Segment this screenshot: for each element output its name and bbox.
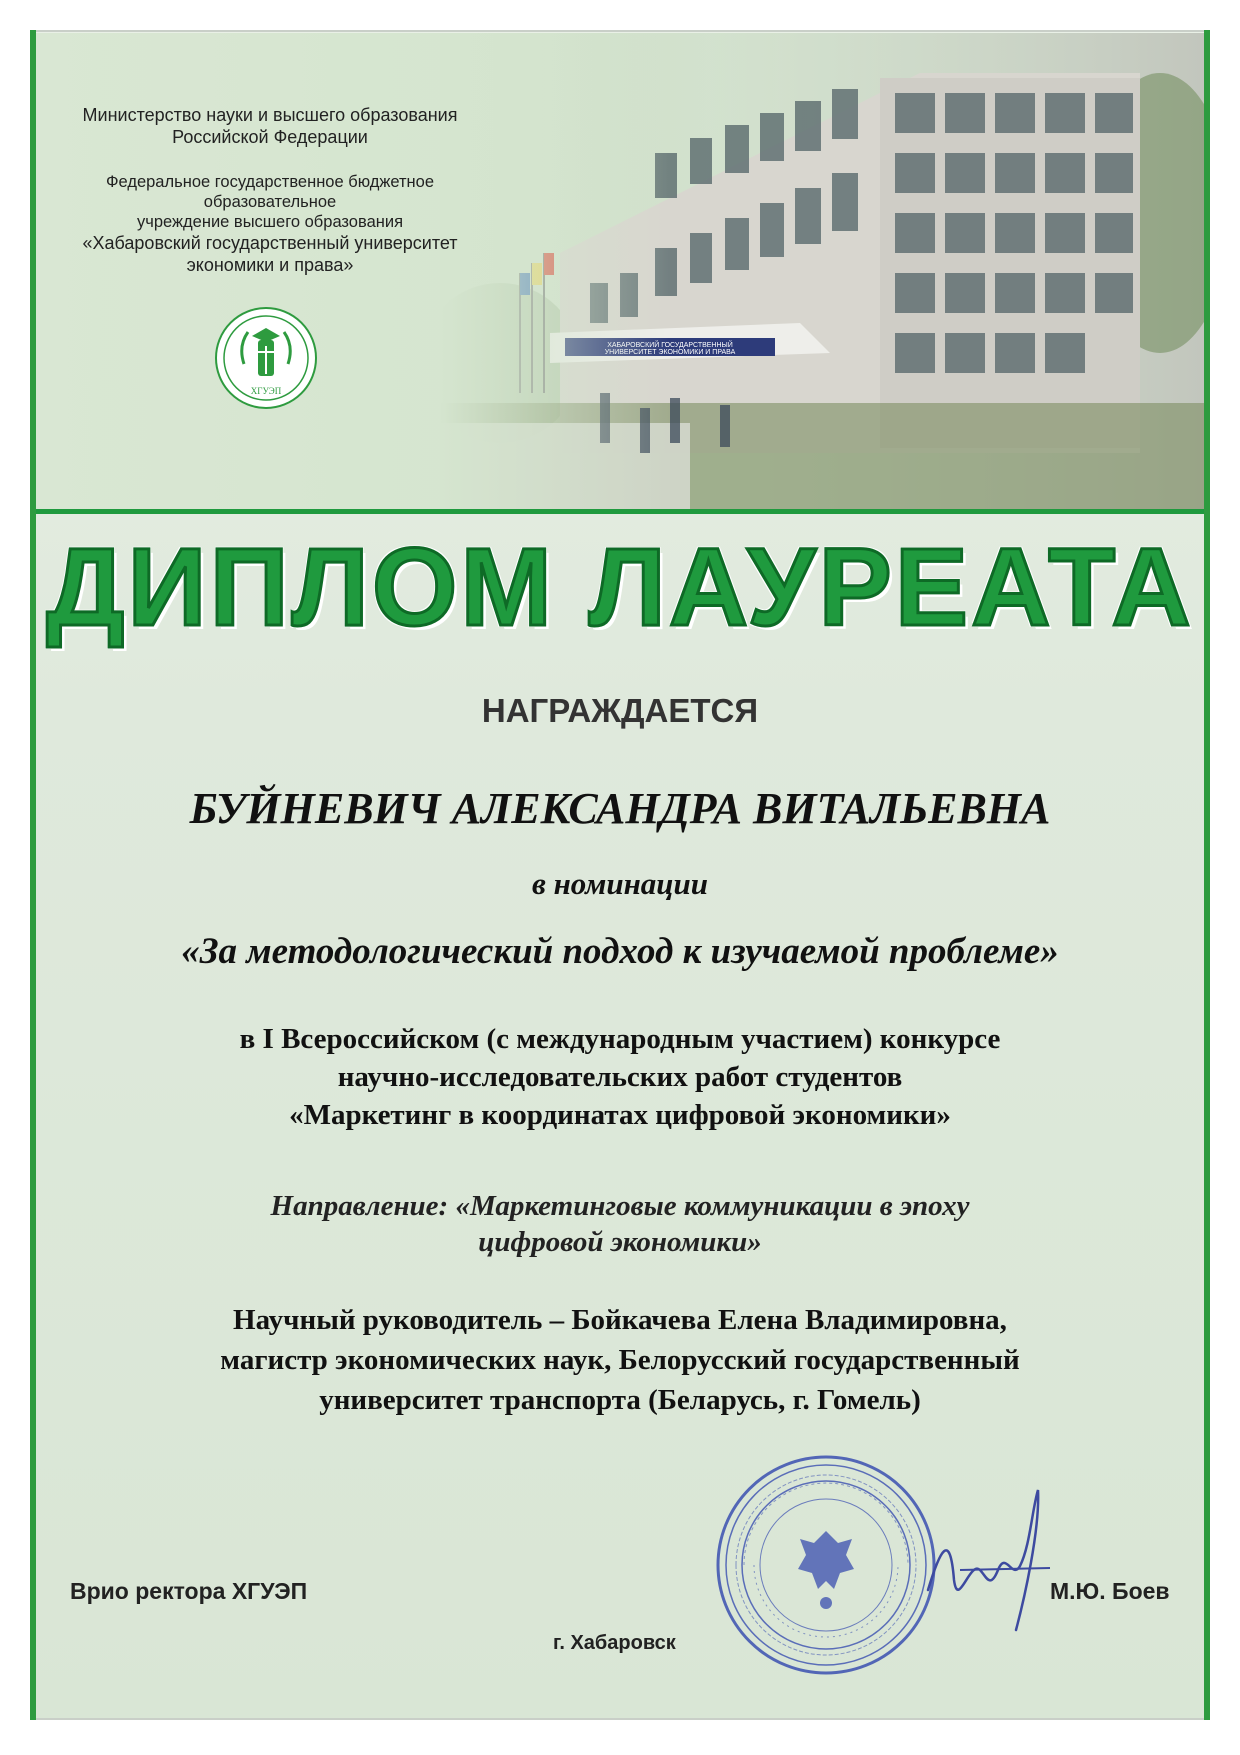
supervisor-line1: Научный руководитель – Бойкачева Елена Владимировна, bbox=[233, 1304, 1007, 1336]
institution-line3: «Хабаровский государственный университет bbox=[82, 233, 458, 253]
city: г. Хабаровск bbox=[553, 1632, 676, 1654]
direction-block bbox=[0, 1188, 1240, 1260]
ministry-line2: Российской Федерации bbox=[172, 127, 368, 147]
ministry-block bbox=[60, 104, 480, 148]
institution-block bbox=[60, 172, 480, 276]
official-stamp-icon bbox=[714, 1453, 938, 1677]
recipient-name: БУЙНЕВИЧ АЛЕКСАНДРА ВИТАЛЬЕВНА bbox=[189, 784, 1051, 833]
contest-line1: в I Всероссийском (с международным участием) конкурсе bbox=[239, 1023, 1001, 1055]
logo-text: ХГУЭП bbox=[250, 386, 282, 396]
signature-icon bbox=[920, 1470, 1060, 1640]
header-divider bbox=[36, 509, 1204, 514]
supervisor-line3: университет транспорта (Беларусь, г. Гомель) bbox=[319, 1384, 921, 1416]
awarded-heading: НАГРАЖДАЕТСЯ bbox=[481, 692, 759, 729]
direction-line2: цифровой экономики» bbox=[478, 1226, 762, 1258]
institution-line2: учреждение высшего образования bbox=[136, 213, 404, 231]
direction-line1: Направление: «Маркетинговые коммуникации в эпоху bbox=[270, 1190, 970, 1222]
supervisor-line2: магистр экономических наук, Белорусский государственный bbox=[220, 1344, 1020, 1376]
contest-block bbox=[0, 1020, 1240, 1134]
contest-line3: «Маркетинг в координатах цифровой экономики» bbox=[289, 1099, 951, 1131]
contest-line2: научно-исследовательских работ студентов bbox=[337, 1061, 903, 1093]
supervisor-block bbox=[0, 1300, 1240, 1420]
ministry-line1: Министерство науки и высшего образования bbox=[82, 105, 458, 125]
signer-name: М.Ю. Боев bbox=[1050, 1578, 1170, 1604]
nomination-intro: в номинации bbox=[531, 866, 709, 901]
university-building-photo bbox=[440, 33, 1204, 509]
university-logo-icon bbox=[214, 306, 318, 410]
diploma-title: ДИПЛОМ ЛАУРЕАТА bbox=[46, 526, 1194, 649]
nomination-title: «За методологический подход к изучаемой проблеме» bbox=[181, 931, 1059, 972]
institution-line4: экономики и права» bbox=[186, 255, 354, 275]
institution-line1: Федеральное государственное бюджетное образовательное bbox=[105, 173, 435, 211]
signer-role: Врио ректора ХГУЭП bbox=[70, 1578, 308, 1604]
